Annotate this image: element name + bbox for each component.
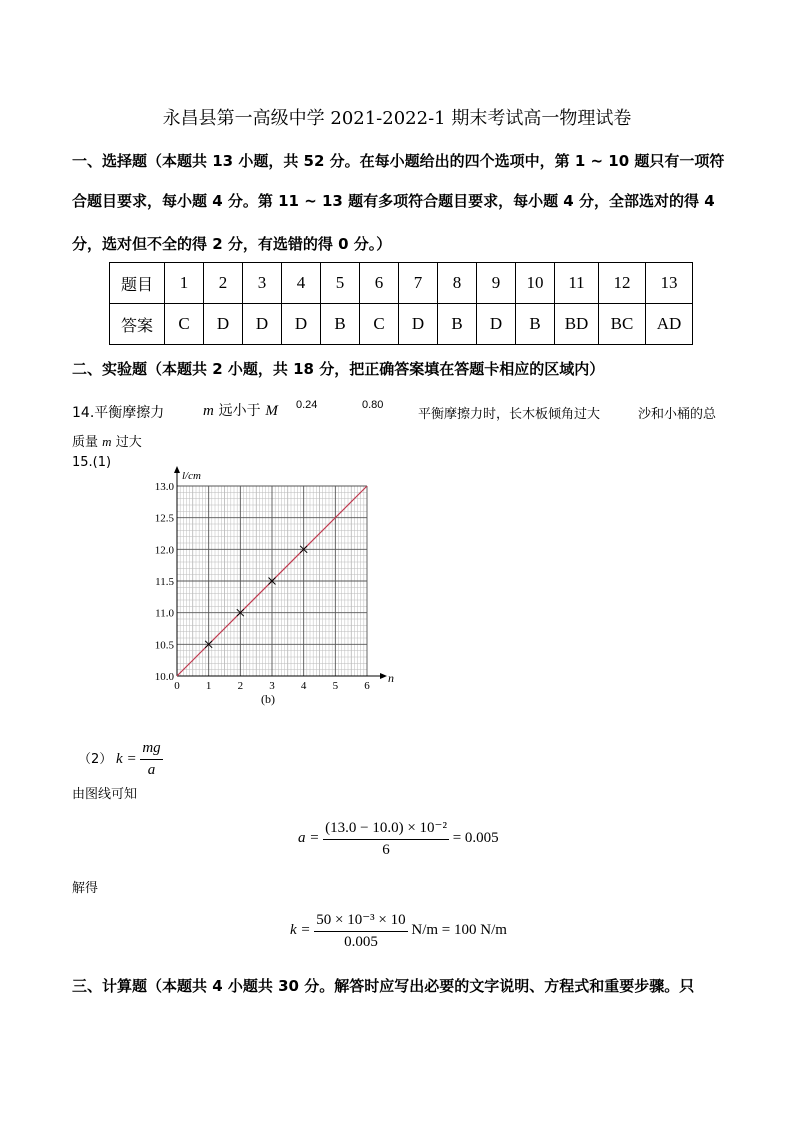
- section1-line3: 分，选对但不全的得 2 分，有选错的得 0 分。）: [72, 235, 392, 253]
- question-number: 10: [516, 263, 555, 304]
- q14-answer-e: 平衡摩擦力时，长木板倾角过大: [418, 407, 601, 422]
- question-number: 2: [204, 263, 243, 304]
- part2-a-denominator: 6: [382, 842, 390, 858]
- question-number: 11: [555, 263, 599, 304]
- q14-g-post: 过大: [115, 435, 142, 450]
- x-tick-label: 3: [269, 680, 275, 692]
- answer-cell: BD: [555, 304, 599, 345]
- q14-g-var: m: [102, 434, 112, 449]
- question-number: 5: [321, 263, 360, 304]
- q14-relation: 远小于: [218, 403, 261, 419]
- answer-cell: C: [360, 304, 399, 345]
- answer-cell: D: [282, 304, 321, 345]
- answer-cell: B: [516, 304, 555, 345]
- x-tick-label: 0: [174, 680, 180, 692]
- question-number: 4: [282, 263, 321, 304]
- answer-cell: D: [243, 304, 282, 345]
- q14-g-pre: 质量: [72, 435, 99, 450]
- chart-x-axis-label: n: [388, 671, 394, 685]
- question-number: 9: [477, 263, 516, 304]
- answer-cell: BC: [599, 304, 646, 345]
- y-axis-arrow: [174, 466, 180, 473]
- y-tick-label: 10.0: [154, 671, 174, 683]
- y-tick-label: 11.0: [155, 607, 174, 620]
- section1-line2: 合题目要求，每小题 4 分。第 11 ~ 13 题有多项符合题目要求，每小题 4 分，全部选对的得 4: [72, 192, 715, 210]
- part2-k2-equation: [290, 910, 507, 951]
- question-number: 12: [599, 263, 646, 304]
- x-tick-label: 1: [205, 680, 212, 692]
- section3-heading: 三、计算题（本题共 4 小题共 30 分。解答时应写出必要的文字说明、方程式和重要步骤。只: [72, 977, 695, 995]
- part2-graph-text: 由图线可知: [72, 787, 138, 802]
- answer-table-row-questions: [110, 263, 693, 304]
- q14-var-m: m: [203, 403, 214, 419]
- section2-heading: 二、实验题（本题共 2 小题，共 18 分，把正确答案填在答题卡相应的区域内）: [72, 360, 605, 378]
- q15-label: 15.(1): [72, 455, 112, 470]
- part2-a-fraction: [323, 818, 449, 859]
- part2-k2-rhs: N/m = 100 N/m: [411, 921, 507, 938]
- part2-k-fraction: [140, 740, 162, 779]
- q14-answer-g: [72, 431, 142, 450]
- part2-k-lhs: k =: [116, 750, 137, 767]
- question-number: 6: [360, 263, 399, 304]
- part2-a-rhs: = 0.005: [452, 829, 499, 846]
- answer-cell: B: [321, 304, 360, 345]
- section1-line1: 一、选择题（本题共 13 小题，共 52 分。在每小题给出的四个选项中，第 1 ~ 10 题只有一项符: [72, 152, 725, 170]
- y-tick-label: 10.5: [154, 639, 174, 652]
- x-tick-label: 6: [364, 680, 370, 692]
- q14-answer-a: 14.平衡摩擦力: [72, 405, 165, 421]
- answer-cell: D: [204, 304, 243, 345]
- answer-table: [109, 262, 693, 345]
- part2-solve-text: 解得: [72, 881, 99, 896]
- y-tick-label: 12.0: [154, 544, 174, 557]
- question-number: 7: [399, 263, 438, 304]
- answer-table-label-questions: 题目: [110, 263, 165, 304]
- answer-cell: AD: [646, 304, 693, 345]
- part2-label: （2）: [78, 751, 113, 767]
- x-tick-label: 4: [300, 680, 307, 692]
- part2-k-denominator: a: [147, 762, 156, 778]
- x-tick-label: 5: [332, 680, 339, 692]
- question-number: 1: [165, 263, 204, 304]
- part2-a-numerator: (13.0 − 10.0) × 10⁻²: [323, 818, 449, 840]
- answer-cell: D: [399, 304, 438, 345]
- q14-var-M: M: [265, 403, 278, 419]
- answer-cell: B: [438, 304, 477, 345]
- part2-k2-denominator: 0.005: [344, 934, 378, 950]
- part2-a-lhs: a =: [298, 829, 320, 846]
- part2-k-formula: [78, 740, 163, 779]
- chart-caption: (b): [261, 692, 275, 706]
- x-tick-label: 2: [237, 680, 244, 692]
- answer-table-row-answers: [110, 304, 693, 345]
- part2-k-numerator: mg: [140, 740, 162, 760]
- chart-y-axis-label: l/cm: [182, 470, 201, 482]
- part2-k2-lhs: k =: [290, 921, 311, 938]
- y-tick-label: 13.0: [154, 481, 174, 493]
- x-axis-arrow: [380, 673, 387, 679]
- q14-answer-c: 0.24: [296, 399, 318, 411]
- question-number: 3: [243, 263, 282, 304]
- question-number: 13: [646, 263, 693, 304]
- part2-a-equation: [298, 818, 499, 859]
- answer-cell: C: [165, 304, 204, 345]
- part2-k2-fraction: [314, 910, 407, 951]
- part2-k2-numerator: 50 × 10⁻³ × 10: [314, 910, 407, 932]
- chart-l-vs-n: [140, 463, 410, 713]
- question-number: 8: [438, 263, 477, 304]
- answer-table-label-answers: 答案: [110, 304, 165, 345]
- q14-answer-d: 0.80: [362, 399, 384, 411]
- q14-answer-b: [203, 400, 278, 420]
- q14-answer-f: 沙和小桶的总: [638, 407, 717, 422]
- y-tick-label: 11.5: [155, 576, 174, 588]
- answer-cell: D: [477, 304, 516, 345]
- y-tick-label: 12.5: [154, 512, 174, 525]
- page-title: 永昌县第一高级中学 2021-2022-1 期末考试高一物理试卷: [162, 108, 632, 129]
